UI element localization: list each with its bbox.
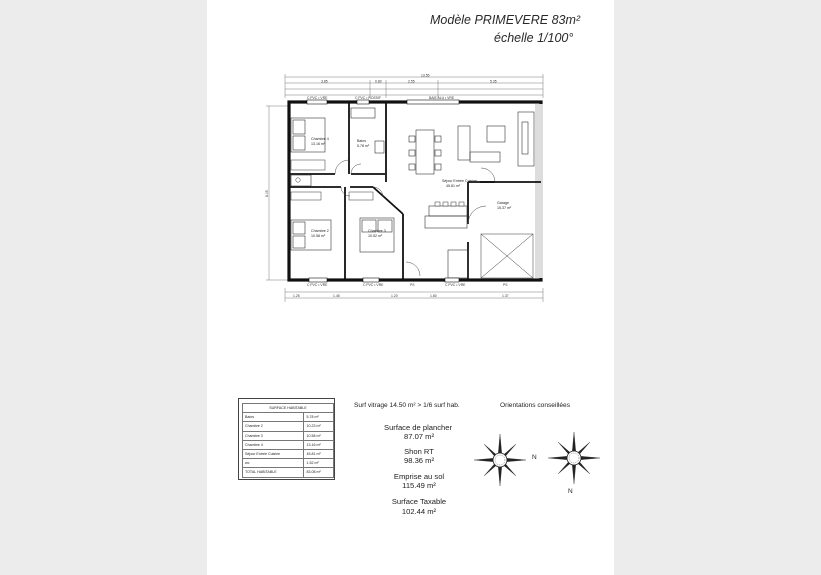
scale-label: échelle 1/100° [494,31,574,45]
table-cell-room: wc [243,459,304,468]
room-garage-area: 15.37 m² [497,206,512,210]
room-chambre-4-name: Chambre 4 [311,137,329,141]
opening-bottom-2: C PVC • VRE [363,283,384,287]
bed-chambre-4 [291,118,325,152]
tv-unit [522,122,528,154]
stat-shon-value: 98.36 m² [404,456,434,465]
orientation-title: Orientations conseillées [500,402,571,409]
dim-top-2: 0.80 [375,79,382,84]
dim-bottom-1: 1.25 [293,294,300,298]
wc-toilet [296,178,300,182]
dim-bottom-2: 1.45 [333,294,340,298]
table-row [243,449,334,458]
top-dimension-lines [285,74,543,98]
dining-table [409,130,441,174]
table-cell-area: 13.16 m² [304,440,334,449]
table-row [243,459,334,468]
dim-height: 8.05 [265,190,269,197]
opening-bottom-5: PS [503,283,508,287]
table-row [243,413,334,422]
room-chambre-2-area: 10.58 m² [311,234,326,238]
dim-top-4: 5.35 [490,79,497,84]
garage-wall-hatch [535,104,543,278]
door-swings [335,160,495,276]
table-cell-room: Chambre 4 [243,440,304,449]
dim-overall-width: 13.55 [421,74,430,78]
sofa [458,126,505,162]
room-bains-name: Bains [357,139,366,143]
table-row [243,422,334,431]
wc-room [291,175,311,186]
opening-bottom-1: C PVC • VRE [307,283,328,287]
model-title: Modèle PRIMEVERE 83m² [430,13,581,27]
room-garage-name: Garage [497,201,509,205]
opening-bottom-4: C PVC • VRE [445,283,466,287]
wardrobe-chambre-2 [291,192,321,200]
surface-table [238,398,335,480]
dim-bottom-4: 1.80 [430,294,437,298]
table-cell-room: Chambre 2 [243,422,304,431]
table-row [243,440,334,449]
stat-emprise-value: 115.49 m² [402,481,436,490]
table-total-value: 83.08 m² [304,468,334,477]
room-bains-area: 5.78 m² [357,144,370,148]
bar-stools [435,202,464,206]
table-total-label: TOTAL HABITABLE [243,468,304,477]
surface-table-header: SURFACE HABITABLE [243,404,334,413]
outer-wall [289,102,541,280]
stat-plancher-value: 87.07 m² [404,432,434,441]
compass-right-n-label: N [568,488,573,495]
table-total-row [243,468,334,477]
stat-taxable-value: 102.44 m² [401,507,437,516]
room-chambre-2-name: Chambre 2 [311,229,329,233]
table-cell-area: 10.58 m² [304,431,334,440]
opening-bottom-3: PS [410,283,415,287]
garage-parking-area [481,234,533,278]
stat-plancher-label: Surface de plancher [384,423,452,432]
compass-rose-right-icon [546,430,602,486]
table-cell-area: 45.81 m² [304,449,334,458]
interior-walls [289,102,541,280]
stat-taxable-label: Surface Taxable [391,497,447,506]
table-cell-area: 1.52 m² [304,459,334,468]
bath-sink [375,141,384,153]
stat-emprise-label: Emprise au sol [393,472,445,481]
living-alcove [518,112,534,166]
room-chambre-4-area: 13.16 m² [311,142,326,146]
dim-top-3: 2.55 [408,79,415,84]
table-cell-room: Chambre 3 [243,431,304,440]
stat-shon-label: Shon RT [404,447,434,456]
room-chambre-3-name: Chambre 3 [368,229,386,233]
room-sejour-area: 45.81 m² [446,184,461,188]
windows [307,100,459,282]
dim-bottom-5: 1.37 [502,294,509,298]
table-cell-room: Séjour Entrée Cuisine [243,449,304,458]
table-cell-area: 10.23 m² [304,422,334,431]
room-sejour-name: Séjour Entrée Cuisine [442,179,477,183]
floor-plan [265,74,555,306]
compass-rose-left-icon [472,432,528,488]
dim-bottom-3: 1.20 [391,294,398,298]
bathtub [351,108,375,118]
glazing-note: Surf vitrage 14.50 m² > 1/6 surf hab. [354,402,460,409]
table-cell-area: 5.78 m² [304,413,334,422]
wardrobe-chambre-3 [349,192,373,200]
opening-top-3: BAIE ALU • VRE [429,96,455,100]
compass-left-n-label: N [532,454,537,461]
opening-top-1: C PVC • VRE [307,96,328,100]
opening-top-2: C PVC • ROSSIF [355,96,382,100]
wardrobe-chambre-4 [291,160,325,170]
table-cell-room: Bains [243,413,304,422]
table-row [243,431,334,440]
room-chambre-3-area: 10.52 m² [368,234,383,238]
kitchen-counter [425,206,468,278]
dim-top-1: 3.85 [321,79,328,84]
